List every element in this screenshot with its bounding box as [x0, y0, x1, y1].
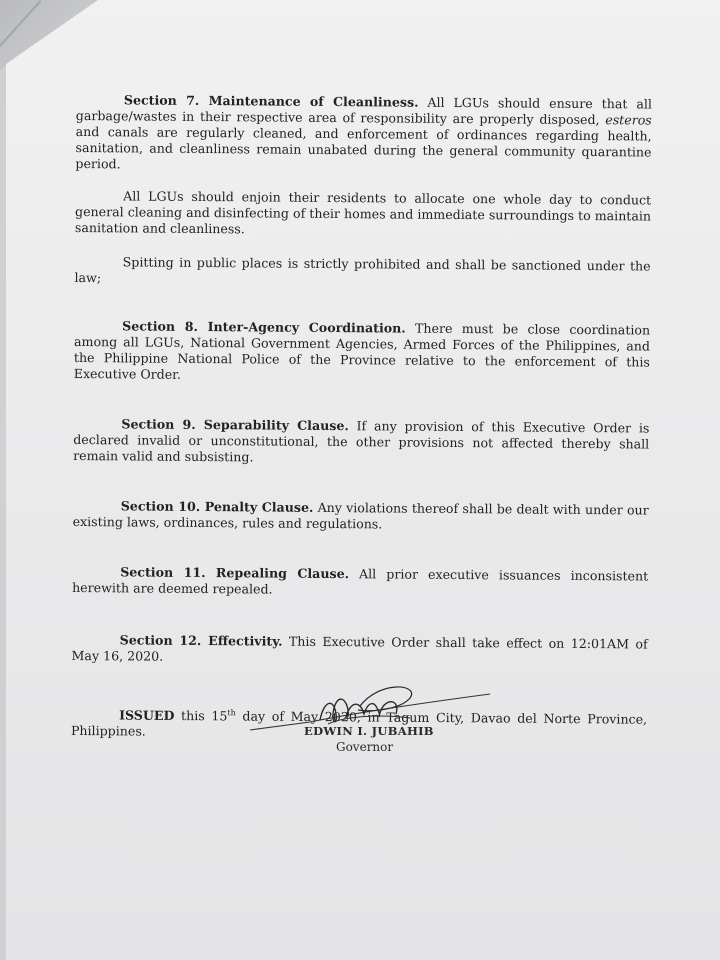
section-9-heading: Section 9. Separability Clause.	[121, 416, 349, 434]
section-10-text: Any violations thereof shall be dealt with under our existing laws, ordinances, rules and regulations.	[72, 499, 649, 532]
section-10	[73, 498, 649, 535]
section-8-text: There must be close coordination among all LGUs, National Government Agencies, Armed Forces of the Philippines, and the Philippine National Police of the Province relative to the enforcement of this Executive Order.	[73, 320, 651, 382]
document-body	[71, 92, 652, 744]
section-7-text-b: and canals are regularly cleaned, and enforcement of ordinances regarding health, sanitation, and cleanliness remain unabated during the general community quarantine period.	[75, 123, 652, 172]
section-9-text: If any provision of this Executive Order is declared invalid or unconstitutional, the other provisions not affected thereby shall remain valid and subsisting.	[73, 418, 650, 465]
signatory-title: Governor	[336, 740, 394, 754]
section-11-text: All prior executive issuances inconsistent herewith are deemed repealed.	[72, 566, 649, 597]
spitting-paragraph: Spitting in public places is strictly prohibited and shall be sanctioned under the law;	[74, 254, 651, 286]
section-11-heading: Section 11. Repealing Clause.	[120, 564, 350, 582]
signature-block	[250, 680, 500, 770]
section-8	[74, 318, 650, 387]
signatory-name: EDWIN I. JUBAHIB	[304, 724, 434, 738]
section-7-heading: Section 7. Maintenance of Cleanliness.	[123, 92, 419, 110]
issued-superscript: th	[227, 708, 236, 718]
section-7-text-a: All LGUs should ensure that all garbage/wastes in their respective area of responsibility are properly disposed,	[75, 94, 652, 128]
section-12-text: This Executive Order shall take effect on 12:01AM of May 16, 2020.	[71, 633, 648, 664]
section-7-italic: esteros	[605, 112, 652, 128]
issued-text-b: day of May 2020, in Tagum City, Davao del Norte Province, Philippines.	[70, 708, 648, 739]
cleaning-day-paragraph: All LGUs should enjoin their residents to allocate one whole day to conduct general cleaning and disinfecting of their homes and immediate surroundings to maintain sanitation and cleanliness.	[74, 188, 652, 237]
issued-label: ISSUED	[119, 707, 175, 723]
section-12-heading: Section 12. Effectivity.	[119, 632, 283, 649]
section-12	[72, 632, 648, 669]
issued-text-a: this 15	[174, 707, 228, 724]
section-7	[75, 92, 652, 177]
section-11	[72, 564, 648, 601]
section-9	[73, 416, 649, 469]
section-10-heading: Section 10. Penalty Clause.	[120, 498, 314, 515]
section-8-heading: Section 8. Inter-Agency Coordination.	[122, 318, 406, 336]
